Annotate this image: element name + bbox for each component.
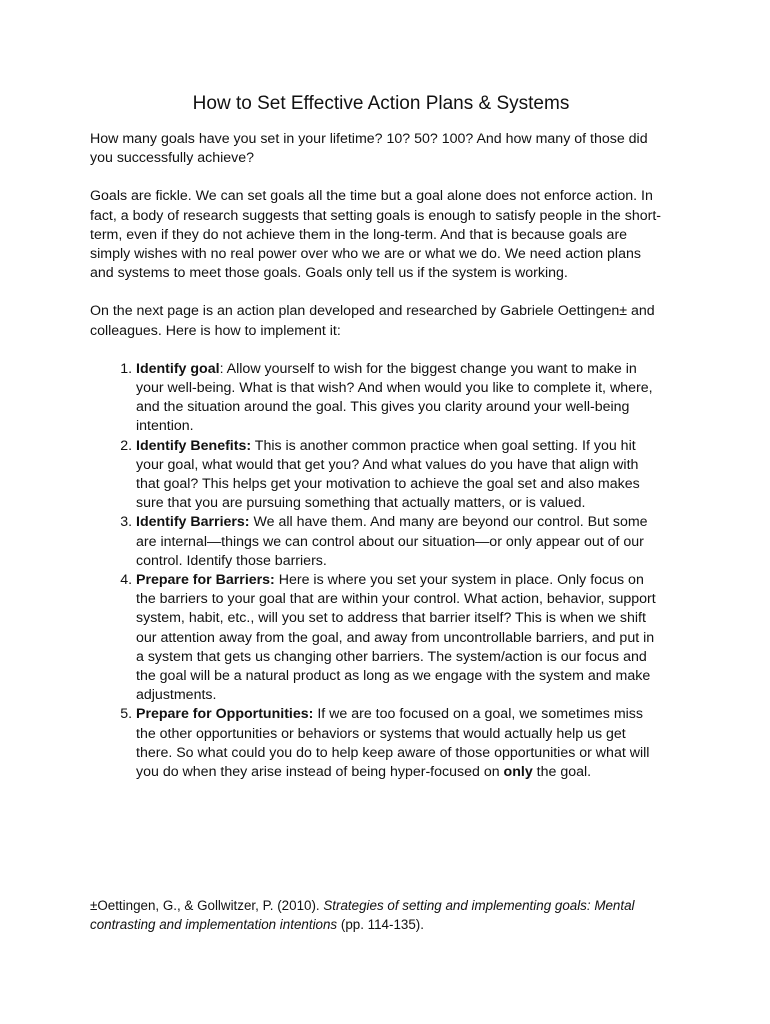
- steps-list: [90, 360, 662, 782]
- emphasis-word: only: [503, 764, 533, 781]
- step-text: Here is where you set your system in place. Only focus on the barriers to your goal that are within your control. What action, behavior, support system, habit, etc., will you set to address that barrier itself? This is when we shift our attention away from the goal, and away from uncontrollable barriers, and put in a system that gets us changing other barriers. The system/action is our focus and the goal will be a natural product as long as we engage with the system and make adjustments.: [136, 572, 656, 704]
- list-item: [136, 437, 662, 514]
- step-text: : Allow yourself to wish for the biggest change you want to make in your well-being. What is that wish? And when would you like to complete it, where, and the situation around the goal. This gives you clarity around your well-being intention.: [136, 360, 653, 435]
- footnote-work-title: Strategies of setting and implementing goals: Mental contrasting and implementation intentions: [90, 898, 635, 932]
- intro-paragraph: How many goals have you set in your lifetime? 10? 50? 100? And how many of those did you successfully achieve?: [90, 131, 648, 167]
- step-term: Identify goal: [136, 360, 220, 377]
- footnote-pages: (pp. 114-135).: [337, 917, 424, 932]
- goals-paragraph: Goals are fickle. We can set goals all the time but a goal alone does not enforce action. In fact, a body of research suggests that setting goals is enough to satisfy people in the short-term, even if they do not achieve them in the long-term. And that is because goals are simply wishes with no real power over who we are or what we do. We need action plans and systems to meet those goals. Goals only tell us if the system is working.: [90, 188, 661, 282]
- step-term: Prepare for Opportunities:: [136, 706, 314, 723]
- list-item: [136, 705, 662, 782]
- page-title: How to Set Effective Action Plans & Systems: [192, 93, 570, 114]
- step-tail: the goal.: [532, 764, 592, 781]
- step-term: Prepare for Barriers:: [136, 572, 275, 589]
- step-term: Identify Barriers:: [136, 514, 250, 531]
- step-term: Identify Benefits:: [136, 437, 252, 454]
- step-text: This is another common practice when goal setting. If you hit your goal, what would that get you? And what values do you have that align with that goal? This helps get your motivation to achieve the goal set and also makes sure that you are pursuing something that actually matters, or is valued.: [136, 437, 640, 512]
- action-plan-paragraph: On the next page is an action plan developed and researched by Gabriele Oettingen± and colleagues. Here is how to implement it:: [90, 303, 655, 339]
- footnote-authors: ±Oettingen, G., & Gollwitzer, P. (2010).: [90, 898, 324, 913]
- footnote: [90, 896, 670, 934]
- step-text: We all have them. And many are beyond our control. But some are internal—things we can control about our situation—or only appear out of our control. Identify those barriers.: [136, 514, 648, 569]
- list-item: [136, 513, 662, 571]
- step-text: If we are too focused on a goal, we sometimes miss the other opportunities or behaviors or systems that would actually help us get there. So what could you do to help keep aware of those opportunities or what will you do when they arise instead of being hyper-focused on: [136, 706, 650, 781]
- list-item: [136, 360, 662, 437]
- list-item: [136, 571, 662, 705]
